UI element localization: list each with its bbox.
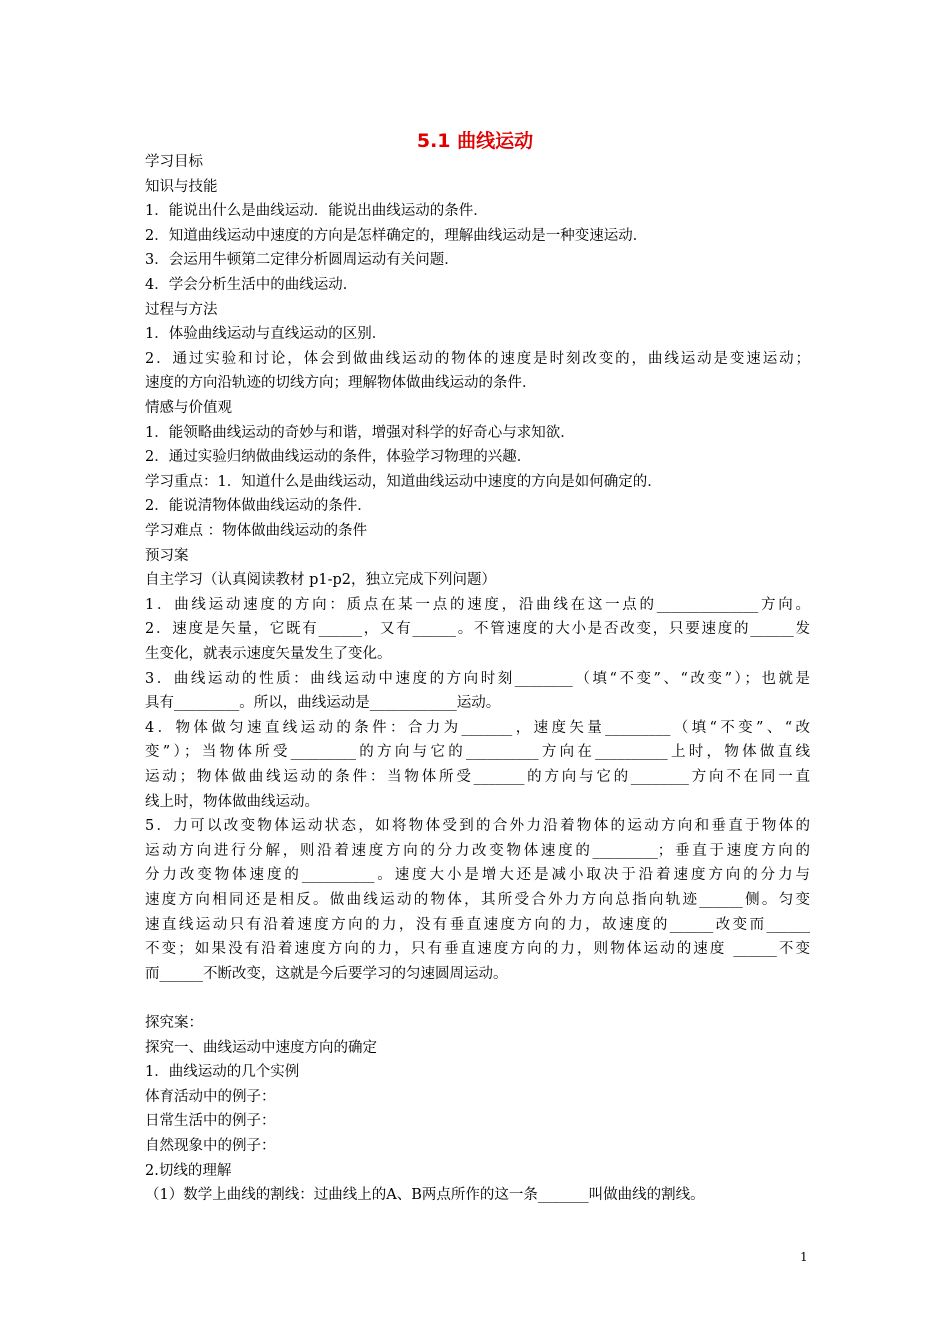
text-line: 1．体验曲线运动与直线运动的区别． xyxy=(145,326,387,343)
text-line: 速度的方向沿轨迹的切线方向；理解物体做曲线运动的条件． xyxy=(145,375,537,392)
text-line: 变”）；当物体所受_________的方向与它的__________方向在__________上时，物体做直线 xyxy=(145,744,810,761)
text-line: 3．会运用牛顿第二定律分析圆周运动有关问题． xyxy=(145,252,459,269)
text-line: 2．能说清物体做曲线运动的条件． xyxy=(145,498,372,515)
text-line: 体育活动中的例子： xyxy=(145,1088,276,1105)
text-line: 1．能说出什么是曲线运动．能说出曲线运动的条件． xyxy=(145,203,488,220)
page-title: 5.1 曲线运动 xyxy=(416,130,534,152)
text-line: 1．能领略曲线运动的奇妙与和谐，增强对科学的好奇心与求知欲． xyxy=(145,424,575,441)
text-line: 运动方向进行分解，则沿着速度方向的分力改变物体速度的_________；垂直于速度方向的 xyxy=(145,842,810,859)
text-line: 不变；如果没有沿着速度方向的力，只有垂直速度方向的力，则物体运动的速度 ______不变 xyxy=(145,941,810,958)
text-line: 具有_________。所以，曲线运动是____________运动。 xyxy=(145,695,501,712)
text-line: 2．通过实验和讨论，体会到做曲线运动的物体的速度是时刻改变的，曲线运动是变速运动； xyxy=(145,350,810,367)
text-line: 过程与方法 xyxy=(145,301,218,318)
text-line: 学习目标 xyxy=(145,154,203,170)
text-line: 日常生活中的例子： xyxy=(145,1113,276,1130)
text-line: 4．物体做匀速直线运动的条件：合力为_______，速度矢量_________（填“不变”、“改 xyxy=(145,719,810,736)
text-line: 情感与价值观 xyxy=(145,400,232,416)
text-line: 1．曲线运动的几个实例 xyxy=(145,1064,300,1081)
text-line: 探究案： xyxy=(145,1015,203,1031)
text-line: 学习难点 ：物体做曲线运动的条件 xyxy=(145,523,368,539)
text-line: 运动；物体做曲线运动的条件：当物体所受_______的方向与它的________方向不在同一直 xyxy=(145,769,810,785)
text-line: 3．曲线运动的性质：曲线运动中速度的方向时刻________（填“不变”、“改变”）；也就是 xyxy=(145,670,810,687)
text-line: 2．速度是矢量，它既有______，又有______。不管速度的大小是否改变，只要速度的______发 xyxy=(145,621,810,638)
text-line: 探究一、曲线运动中速度方向的确定 xyxy=(145,1039,377,1056)
text-line: 自主学习（认真阅读教材 p1-p2，独立完成下列问题） xyxy=(145,572,497,589)
text-line: 分力改变物体速度的__________。速度大小是增大还是减小取决于沿着速度方向的分力与 xyxy=(145,867,810,884)
text-line: （1）数学上曲线的割线：过曲线上的A、B两点所作的这一条_______叫做曲线的割线。 xyxy=(145,1187,705,1204)
text-line: 4．学会分析生活中的曲线运动． xyxy=(145,277,358,293)
text-line: 线上时，物体做曲线运动。 xyxy=(145,793,319,810)
text-line: 1．曲线运动速度的方向：质点在某一点的速度，沿曲线在这一点的______________方向。 xyxy=(145,596,810,613)
text-line: 学习重点：1．知道什么是曲线运动，知道曲线运动中速度的方向是如何确定的． xyxy=(145,473,662,490)
text-line: 速直线运动只有沿着速度方向的力，没有垂直速度方向的力，故速度的______改变而______ xyxy=(145,916,810,933)
page-number: 1 xyxy=(800,1250,808,1264)
text-line: 速度方向相同还是相反。做曲线运动的物体，其所受合外力方向总指向轨迹______侧。匀变 xyxy=(145,892,810,908)
text-line: 2．知道曲线运动中速度的方向是怎样确定的，理解曲线运动是一种变速运动． xyxy=(145,227,648,244)
text-line: 2.切线的理解 xyxy=(145,1162,232,1179)
text-line: 预习案 xyxy=(145,547,189,564)
text-line: 2．通过实验归纳做曲线运动的条件，体验学习物理的兴趣． xyxy=(145,449,532,466)
text-line: 而______不断改变，这就是今后要学习的匀速圆周运动。 xyxy=(145,965,508,982)
text-line: 5．力可以改变物体运动状态，如将物体受到的合外力沿着物体的运动方向和垂直于物体的 xyxy=(145,818,810,835)
text-line: 知识与技能 xyxy=(145,178,218,195)
text-line: 自然现象中的例子： xyxy=(145,1138,276,1154)
text-line: 生变化，就表示速度矢量发生了变化。 xyxy=(145,646,392,662)
